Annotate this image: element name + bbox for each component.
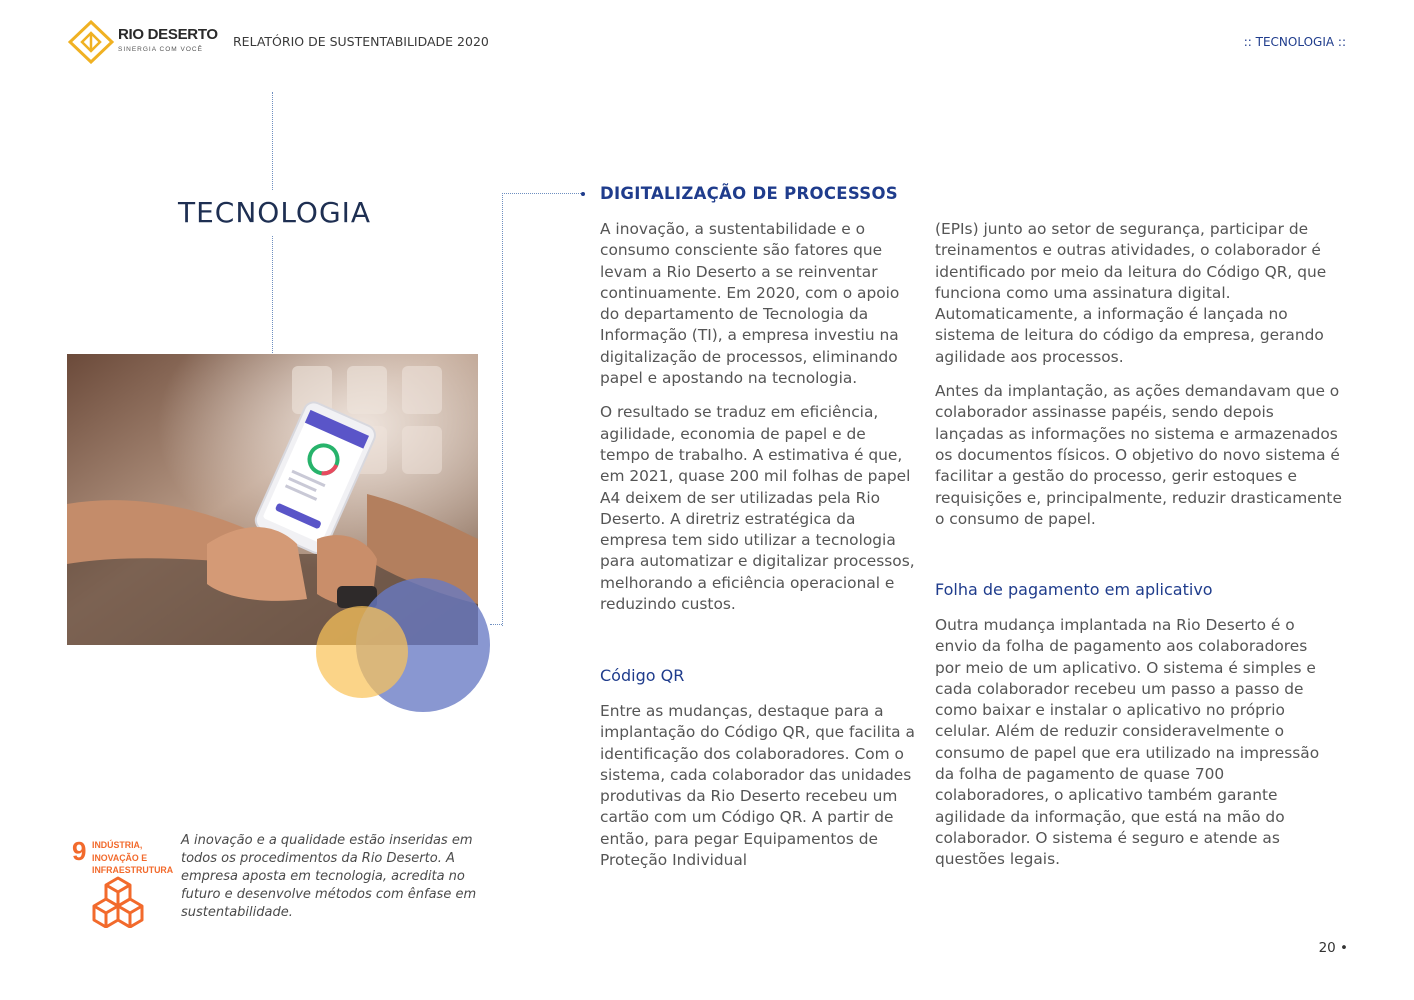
paragraph: Entre as mudanças, destaque para a implantação do Código QR, que facilita a identificação dos colaboradores. Com o sistema, cada colaborador das unidades produtivas da Rio Deserto recebeu um cartão com um Código QR. A partir de então, para pegar Equipamentos de Proteção Individual	[600, 702, 915, 870]
payroll-app-heading: Folha de pagamento em aplicativo	[935, 580, 1213, 599]
heading-bullet	[581, 192, 585, 196]
section-tag: :: TECNOLOGIA ::	[1243, 35, 1346, 49]
rio-deserto-logo-icon	[68, 20, 114, 64]
ods-label-line3: INFRAESTRUTURA	[92, 865, 174, 875]
paragraph: A inovação, a sustentabilidade e o consumo consciente são fatores que levam a Rio Deserto a se reinventar continuamente. Em 2020, com o apoio do departamento de Tecnologia da Informação (TI), a empresa investiu na digitalização de processos, eliminando papel e apostando na tecnologia.	[600, 220, 900, 388]
paragraph: O resultado se traduz em eficiência, agilidade, economia de papel e de tempo de trabalho. A estimativa é que, em 2021, quase 200 mil folhas de papel A4 deixem de ser utilizadas pela Rio Deserto. A diretriz estratégica da empresa tem sido utilizar a tecnologia para automatizar e digitalizar processos, melhorando a eficiência operacional e reduzindo custos.	[600, 403, 915, 614]
paragraph: Outra mudança implantada na Rio Deserto é o envio da folha de pagamento aos colaboradores por meio de um aplicativo. O sistema é simples e cada colaborador recebeu um passo a passo de como baixar e instalar o aplicativo no próprio celular. Além de reduzir consideravelmente o consumo de papel que era utilizado na impressão da folha de pagamento de quase 700 colaboradores, o aplicativo também garante agilidade da informação, que está na mão do colaborador. O sistema é seguro e atende as questões legais.	[935, 616, 1320, 869]
dotted-divider-top	[272, 92, 273, 190]
company-logo	[68, 20, 218, 66]
ods-label-line2: INOVAÇÃO E	[92, 852, 148, 863]
paragraph: (EPIs) junto ao setor de segurança, participar de treinamentos e outras atividades, o colaborador é identificado por meio da leitura do Código QR, que funciona como uma assinatura digital. Automaticamente, a informação é lançada no sistema de leitura do código da empresa, gerando agilidade aos processos.	[935, 220, 1327, 366]
ods-number: 9	[72, 836, 87, 866]
qr-code-heading: Código QR	[600, 666, 685, 685]
stacked-cubes-icon	[92, 876, 144, 928]
decorative-yellow-circle	[316, 606, 408, 698]
dotted-connector-end	[490, 624, 502, 625]
text-column-2	[935, 219, 1345, 543]
paragraph: Antes da implantação, as ações demandavam que o colaborador assinasse papéis, sendo depois lançadas as informações no sistema e armazenados os documentos físicos. O objetivo do novo sistema é facilitar a gestão do processo, gerir estoques e requisições e, principalmente, reduzir drasticamente o consumo de papel.	[935, 382, 1342, 528]
logo-tagline: SINERGIA COM VOCÊ	[118, 46, 203, 53]
section-title: TECNOLOGIA	[178, 196, 372, 229]
main-heading: DIGITALIZAÇÃO DE PROCESSOS	[600, 184, 898, 203]
text-column-1-lower	[600, 701, 918, 884]
dotted-connector-line	[502, 193, 581, 626]
ods-label-line1: INDÚSTRIA,	[92, 840, 143, 850]
ods-quote: A inovação e a qualidade estão inseridas em todos os procedimentos da Rio Deserto. A empresa aposta em tecnologia, acredita no futuro e desenvolve métodos com ênfase em sustentabilidade.	[181, 833, 477, 920]
text-column-1	[600, 219, 918, 628]
text-column-2-lower	[935, 615, 1330, 884]
logo-name: RIO DESERTO	[118, 26, 218, 43]
ods-label	[92, 839, 173, 877]
dotted-divider-bottom	[272, 236, 273, 353]
report-title: RELATÓRIO DE SUSTENTABILIDADE 2020	[233, 34, 489, 49]
page-number: 20 •	[1318, 940, 1348, 956]
